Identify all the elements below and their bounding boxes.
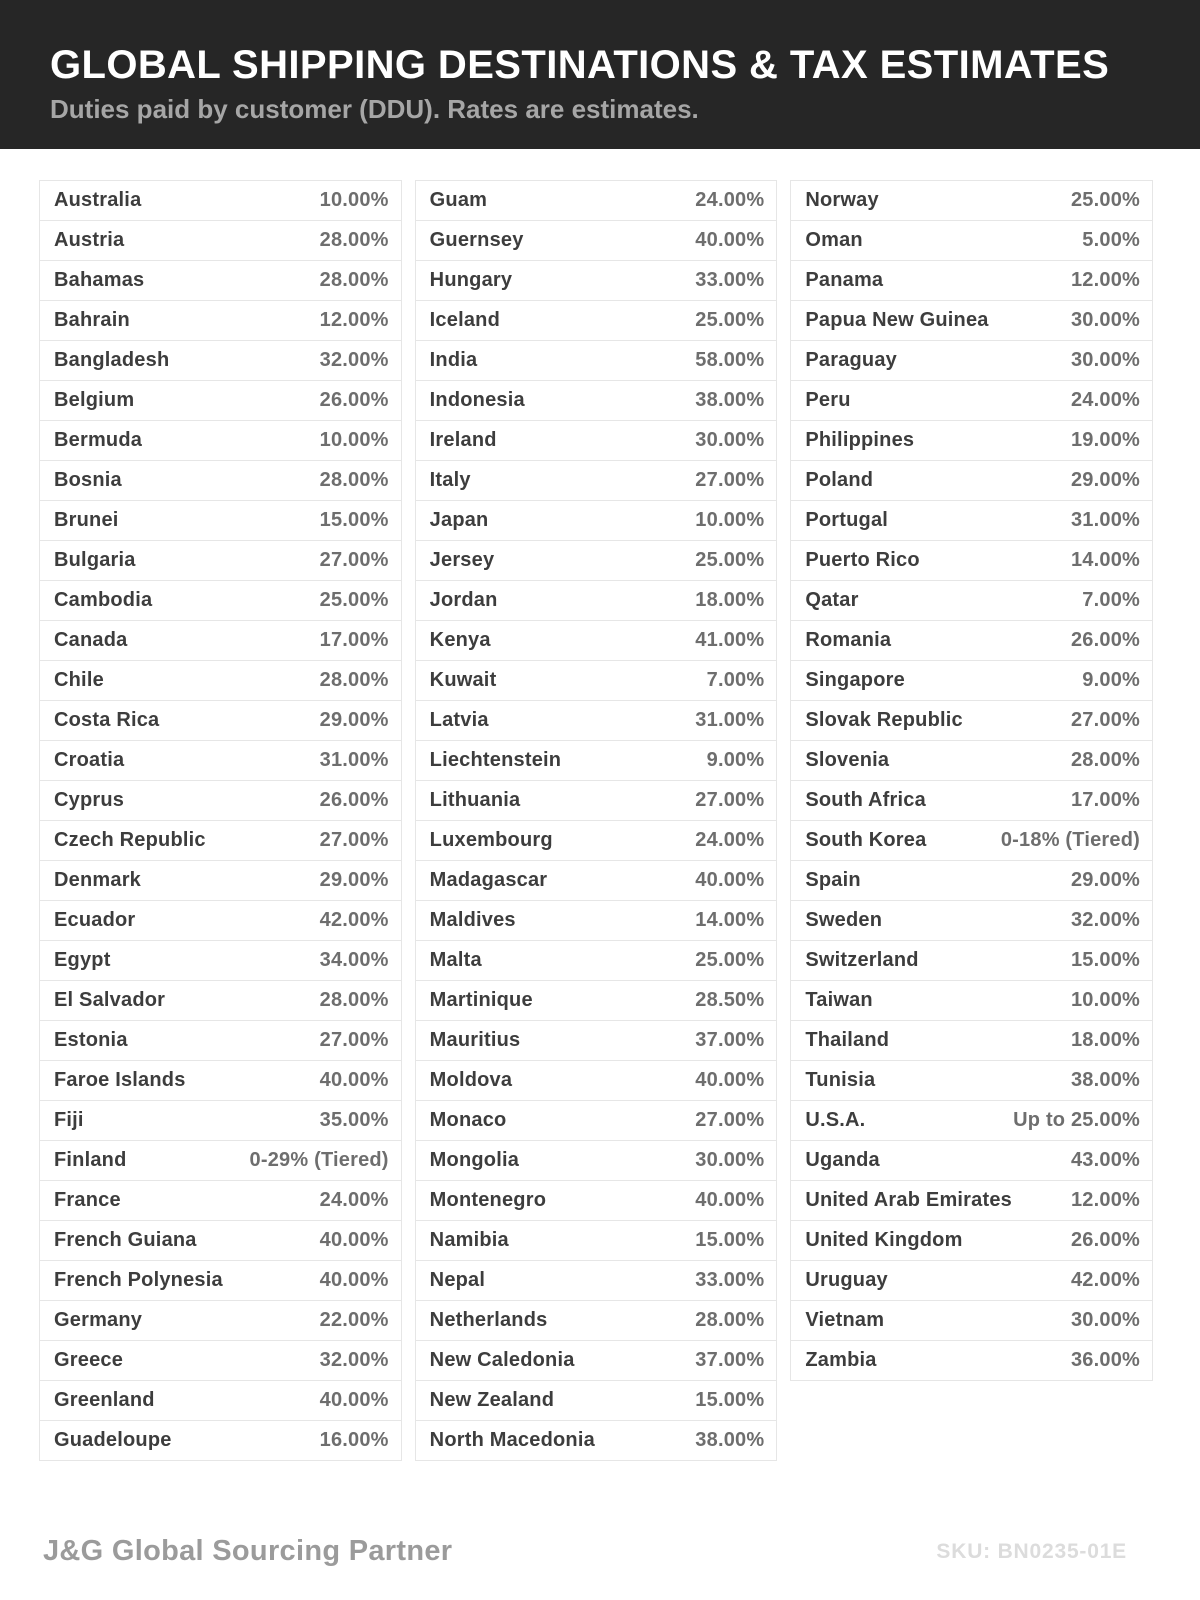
tax-rate: 30.00% — [695, 1149, 765, 1171]
table-row — [790, 420, 1153, 461]
country-name: Madagascar — [429, 869, 548, 891]
table-row — [415, 1100, 778, 1141]
table-row — [790, 340, 1153, 381]
rates-column-3 — [790, 180, 1153, 1381]
tax-rate: 27.00% — [319, 549, 389, 571]
tax-rate: 38.00% — [1070, 1069, 1141, 1091]
table-row — [39, 1300, 402, 1341]
table-row — [790, 380, 1153, 421]
table-row — [39, 740, 402, 781]
table-row — [39, 180, 402, 221]
rates-column-2 — [415, 180, 778, 1461]
country-name: Philippines — [805, 429, 915, 451]
country-name: South Africa — [805, 789, 926, 811]
table-row — [415, 220, 778, 261]
table-row — [790, 1260, 1153, 1301]
tax-rate: 33.00% — [695, 1269, 765, 1291]
table-row — [39, 460, 402, 501]
tax-rate: 30.00% — [1070, 309, 1141, 331]
table-row — [790, 180, 1153, 221]
country-name: Kuwait — [429, 669, 497, 691]
country-name: Uganda — [805, 1149, 880, 1171]
table-row — [415, 980, 778, 1021]
tax-rate: 33.00% — [695, 269, 765, 291]
tax-rate: 27.00% — [319, 1029, 389, 1051]
country-name: Papua New Guinea — [805, 309, 989, 331]
country-name: Austria — [54, 229, 125, 251]
table-row — [790, 820, 1153, 861]
country-name: Puerto Rico — [805, 549, 920, 571]
tax-rate: 42.00% — [1070, 1269, 1141, 1291]
table-row — [39, 1020, 402, 1061]
tax-rate: 25.00% — [695, 309, 765, 331]
country-name: Guernsey — [429, 229, 524, 251]
table-row — [790, 900, 1153, 941]
country-name: United Kingdom — [805, 1229, 963, 1251]
tax-rate: 10.00% — [695, 509, 765, 531]
country-name: Greece — [54, 1349, 124, 1371]
table-row — [415, 540, 778, 581]
country-name: Croatia — [54, 749, 125, 771]
table-row — [790, 540, 1153, 581]
table-row — [415, 700, 778, 741]
country-name: Mongolia — [429, 1149, 520, 1171]
country-name: Martinique — [429, 989, 533, 1011]
tax-rate: 40.00% — [695, 1069, 765, 1091]
tax-rate: 28.00% — [319, 269, 389, 291]
tax-rate: 32.00% — [319, 349, 389, 371]
country-name: Fiji — [54, 1109, 84, 1131]
table-row — [39, 940, 402, 981]
country-name: Germany — [54, 1309, 143, 1331]
table-row — [39, 860, 402, 901]
country-name: Iceland — [429, 309, 500, 331]
table-row — [415, 820, 778, 861]
country-name: France — [54, 1189, 121, 1211]
table-row — [415, 1180, 778, 1221]
tax-rate: 38.00% — [695, 389, 765, 411]
country-name: Bosnia — [54, 469, 122, 491]
country-name: Ecuador — [54, 909, 136, 931]
table-row — [415, 780, 778, 821]
country-name: Faroe Islands — [54, 1069, 186, 1091]
brand-name: J&G Global Sourcing Partner — [43, 1535, 453, 1567]
country-name: Slovak Republic — [805, 709, 963, 731]
table-row — [790, 1220, 1153, 1261]
table-row — [39, 500, 402, 541]
table-row — [39, 1060, 402, 1101]
country-name: Montenegro — [429, 1189, 547, 1211]
country-name: Chile — [54, 669, 104, 691]
tax-rate: 26.00% — [1070, 1229, 1141, 1251]
table-row — [790, 940, 1153, 981]
country-name: Thailand — [805, 1029, 890, 1051]
table-row — [415, 660, 778, 701]
tax-rate: 26.00% — [319, 789, 389, 811]
tax-rate: 43.00% — [1070, 1149, 1141, 1171]
country-name: Belgium — [54, 389, 135, 411]
table-row — [39, 340, 402, 381]
tax-rate: 34.00% — [319, 949, 389, 971]
table-row — [415, 620, 778, 661]
table-row — [415, 180, 778, 221]
table-row — [415, 420, 778, 461]
table-row — [790, 740, 1153, 781]
country-name: Jersey — [429, 549, 495, 571]
table-row — [39, 700, 402, 741]
tax-rate: 10.00% — [1070, 989, 1141, 1011]
tax-rate: 27.00% — [1070, 709, 1141, 731]
tax-rate: 40.00% — [695, 1189, 765, 1211]
tax-rate: 30.00% — [695, 429, 765, 451]
table-row — [415, 340, 778, 381]
tax-rate: 12.00% — [1070, 269, 1141, 291]
country-name: Mauritius — [429, 1029, 521, 1051]
country-name: Canada — [54, 629, 128, 651]
table-row — [39, 580, 402, 621]
tax-rate: 32.00% — [1070, 909, 1141, 931]
table-row — [790, 660, 1153, 701]
table-row — [790, 1100, 1153, 1141]
country-name: El Salvador — [54, 989, 166, 1011]
country-name: Bulgaria — [54, 549, 136, 571]
table-row — [39, 780, 402, 821]
table-row — [790, 620, 1153, 661]
tax-rate: 16.00% — [319, 1429, 389, 1451]
tax-rate: 28.50% — [695, 989, 765, 1011]
table-row — [39, 220, 402, 261]
tax-rate: 27.00% — [695, 789, 765, 811]
tax-rate: 40.00% — [319, 1229, 389, 1251]
tax-rate: 28.00% — [319, 669, 389, 691]
tax-rate: 9.00% — [706, 749, 765, 771]
tax-rate: 37.00% — [695, 1349, 765, 1371]
tax-rate: 24.00% — [695, 189, 765, 211]
country-name: Brunei — [54, 509, 119, 531]
table-row — [790, 460, 1153, 501]
table-row — [39, 1260, 402, 1301]
country-name: Nepal — [429, 1269, 486, 1291]
table-row — [415, 1060, 778, 1101]
country-name: Indonesia — [429, 389, 525, 411]
country-name: Spain — [805, 869, 861, 891]
table-row — [39, 1340, 402, 1381]
table-row — [415, 380, 778, 421]
table-row — [39, 1220, 402, 1261]
table-row — [415, 300, 778, 341]
table-row — [39, 1140, 402, 1181]
country-name: Norway — [805, 189, 879, 211]
tax-rate: 40.00% — [319, 1269, 389, 1291]
tax-rate: 12.00% — [319, 309, 389, 331]
tax-rate: 42.00% — [319, 909, 389, 931]
header — [0, 0, 1200, 149]
tax-rate: 22.00% — [319, 1309, 389, 1331]
tax-rate: 17.00% — [319, 629, 389, 651]
tax-rate: 29.00% — [1070, 869, 1141, 891]
country-name: South Korea — [805, 829, 927, 851]
country-name: Egypt — [54, 949, 111, 971]
table-row — [39, 540, 402, 581]
table-row — [415, 1300, 778, 1341]
country-name: Japan — [429, 509, 489, 531]
country-name: Peru — [805, 389, 851, 411]
country-name: Sweden — [805, 909, 883, 931]
country-name: Costa Rica — [54, 709, 160, 731]
country-name: Uruguay — [805, 1269, 888, 1291]
table-row — [39, 380, 402, 421]
country-name: Bermuda — [54, 429, 143, 451]
table-row — [790, 260, 1153, 301]
tax-rate: 40.00% — [695, 869, 765, 891]
table-row — [790, 980, 1153, 1021]
table-row — [790, 220, 1153, 261]
tax-rate: 12.00% — [1070, 1189, 1141, 1211]
country-name: Vietnam — [805, 1309, 885, 1331]
table-row — [790, 1060, 1153, 1101]
rates-column-1 — [39, 180, 402, 1461]
table-row — [39, 620, 402, 661]
tax-rate: 29.00% — [319, 709, 389, 731]
tax-rate: 35.00% — [319, 1109, 389, 1131]
country-name: Malta — [429, 949, 482, 971]
country-name: Guadeloupe — [54, 1429, 172, 1451]
table-row — [790, 1180, 1153, 1221]
tax-rate: 27.00% — [695, 469, 765, 491]
tax-rate: 58.00% — [695, 349, 765, 371]
country-name: India — [429, 349, 478, 371]
tax-rate: 18.00% — [1070, 1029, 1141, 1051]
table-row — [790, 1140, 1153, 1181]
tax-rate: 15.00% — [695, 1389, 765, 1411]
table-row — [790, 500, 1153, 541]
sku-label: SKU: BN0235-01E — [936, 1539, 1127, 1563]
tax-rate: 36.00% — [1070, 1349, 1141, 1371]
tax-rate: 27.00% — [695, 1109, 765, 1131]
country-name: New Zealand — [429, 1389, 555, 1411]
table-row — [39, 820, 402, 861]
table-row — [415, 460, 778, 501]
tax-rate: 0-18% (Tiered) — [1000, 829, 1141, 851]
country-name: Bangladesh — [54, 349, 170, 371]
country-name: Bahrain — [54, 309, 130, 331]
table-row — [39, 1380, 402, 1421]
tax-rate: 25.00% — [695, 549, 765, 571]
table-row — [415, 900, 778, 941]
tax-rate: 5.00% — [1082, 229, 1141, 251]
page-subtitle: Duties paid by customer (DDU). Rates are estimates. — [50, 94, 699, 124]
tax-rate: 10.00% — [319, 189, 389, 211]
country-name: Poland — [805, 469, 874, 491]
country-name: Cyprus — [54, 789, 125, 811]
table-row — [415, 1140, 778, 1181]
table-row — [415, 1020, 778, 1061]
tax-rate: 19.00% — [1070, 429, 1141, 451]
country-name: French Polynesia — [54, 1269, 223, 1291]
table-row — [39, 660, 402, 701]
table-row — [39, 900, 402, 941]
country-name: Greenland — [54, 1389, 155, 1411]
country-name: Denmark — [54, 869, 141, 891]
country-name: Switzerland — [805, 949, 919, 971]
tax-rate: 41.00% — [695, 629, 765, 651]
tax-rate: 30.00% — [1070, 1309, 1141, 1331]
country-name: Ireland — [429, 429, 497, 451]
table-row — [415, 1260, 778, 1301]
country-name: Cambodia — [54, 589, 153, 611]
country-name: New Caledonia — [429, 1349, 575, 1371]
tax-rate: 10.00% — [319, 429, 389, 451]
tax-rate: 15.00% — [1070, 949, 1141, 971]
tax-rate: 14.00% — [695, 909, 765, 931]
table-row — [790, 700, 1153, 741]
tax-rate: 26.00% — [1070, 629, 1141, 651]
table-row — [415, 1340, 778, 1381]
country-name: Lithuania — [429, 789, 521, 811]
table-row — [39, 1180, 402, 1221]
tax-rate: Up to 25.00% — [1013, 1109, 1141, 1131]
table-row — [39, 420, 402, 461]
table-row — [39, 980, 402, 1021]
table-row — [790, 580, 1153, 621]
country-name: Liechtenstein — [429, 749, 562, 771]
country-name: Hungary — [429, 269, 513, 291]
tax-rate: 28.00% — [319, 229, 389, 251]
tax-rate: 25.00% — [695, 949, 765, 971]
tax-rate: 38.00% — [695, 1429, 765, 1451]
table-row — [790, 1300, 1153, 1341]
tax-rate: 31.00% — [695, 709, 765, 731]
country-name: Estonia — [54, 1029, 128, 1051]
country-name: Singapore — [805, 669, 905, 691]
country-name: United Arab Emirates — [805, 1189, 1012, 1211]
table-row — [39, 1420, 402, 1461]
country-name: Panama — [805, 269, 884, 291]
country-name: Portugal — [805, 509, 889, 531]
country-name: Italy — [429, 469, 471, 491]
tax-rate: 25.00% — [1070, 189, 1141, 211]
footer — [0, 1535, 1200, 1568]
tax-rate: 9.00% — [1082, 669, 1141, 691]
country-name: Australia — [54, 189, 142, 211]
country-name: U.S.A. — [805, 1109, 866, 1131]
tax-rate: 14.00% — [1070, 549, 1141, 571]
country-name: Monaco — [429, 1109, 507, 1131]
table-row — [415, 1220, 778, 1261]
tax-rate: 28.00% — [1070, 749, 1141, 771]
country-name: Luxembourg — [429, 829, 553, 851]
country-name: Oman — [805, 229, 863, 251]
tax-rate: 25.00% — [319, 589, 389, 611]
country-name: Moldova — [429, 1069, 513, 1091]
tax-rate: 26.00% — [319, 389, 389, 411]
country-name: Taiwan — [805, 989, 873, 1011]
table-row — [790, 300, 1153, 341]
table-row — [415, 580, 778, 621]
country-name: Tunisia — [805, 1069, 876, 1091]
country-name: Maldives — [429, 909, 516, 931]
country-name: Guam — [429, 189, 488, 211]
table-row — [415, 500, 778, 541]
tax-rate: 7.00% — [706, 669, 765, 691]
table-row — [790, 1020, 1153, 1061]
tax-rate: 24.00% — [319, 1189, 389, 1211]
tax-rate: 0-29% (Tiered) — [249, 1149, 389, 1171]
tax-rate: 40.00% — [319, 1389, 389, 1411]
country-name: Romania — [805, 629, 892, 651]
table-row — [415, 1420, 778, 1461]
country-name: Finland — [54, 1149, 127, 1171]
tax-rate: 24.00% — [1070, 389, 1141, 411]
tax-rate: 30.00% — [1070, 349, 1141, 371]
table-row — [790, 1340, 1153, 1381]
tax-rate: 28.00% — [695, 1309, 765, 1331]
country-name: Bahamas — [54, 269, 145, 291]
country-name: Namibia — [429, 1229, 509, 1251]
table-row — [790, 860, 1153, 901]
tax-rate: 29.00% — [1070, 469, 1141, 491]
table-row — [39, 1100, 402, 1141]
tax-rate: 32.00% — [319, 1349, 389, 1371]
table-row — [415, 740, 778, 781]
tax-rate: 40.00% — [695, 229, 765, 251]
tax-rate: 29.00% — [319, 869, 389, 891]
country-name: Paraguay — [805, 349, 897, 371]
table-row — [790, 780, 1153, 821]
table-row — [415, 860, 778, 901]
tax-rate: 15.00% — [319, 509, 389, 531]
country-name: Zambia — [805, 1349, 877, 1371]
country-name: French Guiana — [54, 1229, 197, 1251]
tax-rate: 15.00% — [695, 1229, 765, 1251]
tax-rate: 31.00% — [319, 749, 389, 771]
tax-rate: 28.00% — [319, 469, 389, 491]
tax-rate: 40.00% — [319, 1069, 389, 1091]
table-row — [39, 300, 402, 341]
tax-rate: 17.00% — [1070, 789, 1141, 811]
table-row — [39, 260, 402, 301]
country-name: North Macedonia — [429, 1429, 595, 1451]
country-name: Kenya — [429, 629, 491, 651]
table-row — [415, 940, 778, 981]
page-title: GLOBAL SHIPPING DESTINATIONS & TAX ESTIMATES — [50, 43, 1110, 87]
rates-table — [0, 149, 1200, 1461]
tax-rate: 28.00% — [319, 989, 389, 1011]
country-name: Latvia — [429, 709, 489, 731]
tax-rate: 24.00% — [695, 829, 765, 851]
country-name: Slovenia — [805, 749, 890, 771]
country-name: Czech Republic — [54, 829, 206, 851]
tax-rate: 7.00% — [1082, 589, 1141, 611]
tax-rate: 27.00% — [319, 829, 389, 851]
tax-rate: 31.00% — [1070, 509, 1141, 531]
tax-rate: 18.00% — [695, 589, 765, 611]
country-name: Jordan — [429, 589, 498, 611]
country-name: Qatar — [805, 589, 859, 611]
table-row — [415, 1380, 778, 1421]
tax-rate: 37.00% — [695, 1029, 765, 1051]
country-name: Netherlands — [429, 1309, 548, 1331]
table-row — [415, 260, 778, 301]
